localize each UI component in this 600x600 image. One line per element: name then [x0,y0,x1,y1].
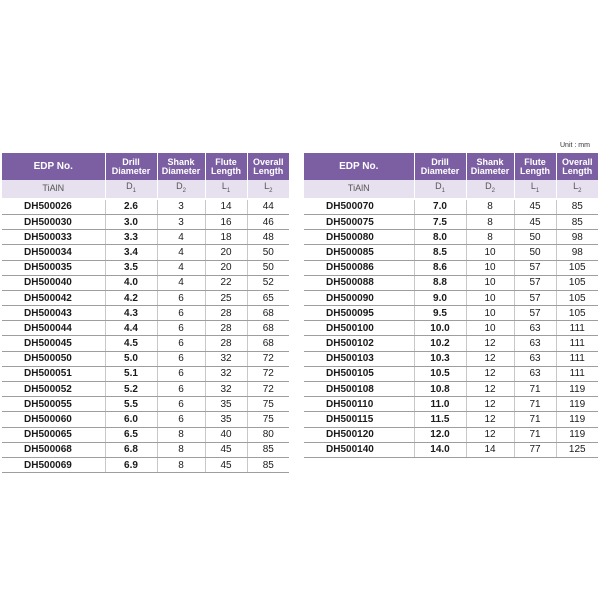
header-edp-no: EDP No. [304,153,414,180]
overall-length-cell: 119 [556,427,598,442]
flute-length-cell: 28 [205,321,247,336]
shank-diameter-cell: 6 [157,412,205,427]
edp-no-cell: DH500060 [2,412,105,427]
overall-length-cell: 98 [556,230,598,245]
overall-length-cell: 105 [556,290,598,305]
subheader-coating: TiAlN [304,180,414,198]
flute-length-cell: 25 [205,290,247,305]
flute-length-cell: 18 [205,230,247,245]
drill-diameter-cell: 12.0 [414,427,466,442]
drill-diameter-cell: 10.8 [414,382,466,397]
shank-diameter-cell: 10 [466,321,514,336]
shank-diameter-cell: 12 [466,366,514,381]
edp-no-cell: DH500100 [304,321,414,336]
shank-diameter-cell: 6 [157,366,205,381]
edp-no-cell: DH500055 [2,397,105,412]
shank-diameter-cell: 6 [157,351,205,366]
shank-diameter-cell: 8 [157,427,205,442]
flute-length-cell: 57 [514,290,556,305]
overall-length-cell: 65 [247,290,289,305]
overall-length-cell: 111 [556,321,598,336]
overall-length-cell: 68 [247,321,289,336]
overall-length-cell: 75 [247,412,289,427]
flute-length-cell: 63 [514,366,556,381]
subheader-d1: $D_1$ [105,180,157,198]
table-row [2,245,289,260]
table-row [2,366,289,381]
flute-length-cell: 63 [514,351,556,366]
table-row [2,382,289,397]
drill-diameter-cell: 8.8 [414,275,466,290]
overall-length-cell: 98 [556,245,598,260]
header-edp-no: EDP No. [2,153,105,180]
edp-no-cell: DH500090 [304,290,414,305]
table-row [2,336,289,351]
header-shank-diameter: Shank Diameter [157,153,205,180]
edp-no-cell: DH500070 [304,200,414,215]
drill-diameter-cell: 9.0 [414,290,466,305]
table-row [2,275,289,290]
overall-length-cell: 50 [247,245,289,260]
edp-no-cell: DH500050 [2,351,105,366]
overall-length-cell: 75 [247,397,289,412]
edp-no-cell: DH500065 [2,427,105,442]
unit-label: Unit : mm [560,142,590,149]
edp-no-cell: DH500110 [304,397,414,412]
edp-no-cell: DH500035 [2,260,105,275]
table-row [304,366,598,381]
edp-no-cell: DH500069 [2,457,105,472]
shank-diameter-cell: 10 [466,260,514,275]
drill-diameter-cell: 4.0 [105,275,157,290]
drill-diameter-cell: 6.9 [105,457,157,472]
table-row [304,382,598,397]
drill-diameter-cell: 4.4 [105,321,157,336]
shank-diameter-cell: 4 [157,260,205,275]
edp-no-cell: DH500042 [2,290,105,305]
edp-no-cell: DH500108 [304,382,414,397]
flute-length-cell: 22 [205,275,247,290]
edp-no-cell: DH500120 [304,427,414,442]
drill-diameter-cell: 8.5 [414,245,466,260]
shank-diameter-cell: 10 [466,290,514,305]
shank-diameter-cell: 6 [157,382,205,397]
edp-no-cell: DH500068 [2,442,105,457]
overall-length-cell: 119 [556,397,598,412]
header-flute-length: Flute Length [205,153,247,180]
subheader-d2: $D_2$ [466,180,514,198]
subheader-d2: $D_2$ [157,180,205,198]
edp-no-cell: DH500052 [2,382,105,397]
drill-diameter-cell: 4.2 [105,290,157,305]
flute-length-cell: 20 [205,245,247,260]
edp-no-cell: DH500075 [304,214,414,229]
subheader-l2: $L_2$ [556,180,598,198]
flute-length-cell: 57 [514,275,556,290]
overall-length-cell: 46 [247,214,289,229]
overall-length-cell: 44 [247,200,289,215]
edp-no-cell: DH500030 [2,214,105,229]
header-drill-diameter: Drill Diameter [414,153,466,180]
edp-no-cell: DH500034 [2,245,105,260]
table-row [304,200,598,215]
edp-no-cell: DH500026 [2,200,105,215]
overall-length-cell: 72 [247,351,289,366]
edp-no-cell: DH500080 [304,230,414,245]
table-row [304,214,598,229]
table-row [304,230,598,245]
table-row [304,336,598,351]
drill-diameter-cell: 6.5 [105,427,157,442]
edp-no-cell: DH500044 [2,321,105,336]
edp-no-cell: DH500086 [304,260,414,275]
drill-diameter-cell: 11.0 [414,397,466,412]
table-row [2,290,289,305]
drill-diameter-cell: 10.2 [414,336,466,351]
overall-length-cell: 119 [556,412,598,427]
overall-length-cell: 68 [247,336,289,351]
shank-diameter-cell: 8 [157,457,205,472]
overall-length-cell: 72 [247,382,289,397]
drill-diameter-cell: 3.3 [105,230,157,245]
edp-no-cell: DH500140 [304,442,414,457]
shank-diameter-cell: 8 [466,214,514,229]
drill-diameter-cell: 2.6 [105,200,157,215]
table-row [2,260,289,275]
table-row [2,442,289,457]
table-row [2,200,289,215]
flute-length-cell: 40 [205,427,247,442]
table-row [2,306,289,321]
flute-length-cell: 45 [514,200,556,215]
drill-diameter-cell: 7.5 [414,214,466,229]
flute-length-cell: 35 [205,397,247,412]
table-row [304,427,598,442]
table-row [304,351,598,366]
header-overall-length: Overall Length [247,153,289,180]
shank-diameter-cell: 4 [157,275,205,290]
flute-length-cell: 28 [205,336,247,351]
shank-diameter-cell: 12 [466,336,514,351]
drill-diameter-cell: 9.5 [414,306,466,321]
header-overall-length: Overall Length [556,153,598,180]
edp-no-cell: DH500095 [304,306,414,321]
overall-length-cell: 105 [556,260,598,275]
drill-diameter-cell: 3.4 [105,245,157,260]
shank-diameter-cell: 3 [157,200,205,215]
shank-diameter-cell: 4 [157,245,205,260]
table-row [304,275,598,290]
flute-length-cell: 63 [514,336,556,351]
overall-length-cell: 85 [556,200,598,215]
shank-diameter-cell: 6 [157,336,205,351]
shank-diameter-cell: 6 [157,397,205,412]
flute-length-cell: 32 [205,351,247,366]
flute-length-cell: 45 [514,214,556,229]
edp-no-cell: DH500051 [2,366,105,381]
shank-diameter-cell: 12 [466,382,514,397]
flute-length-cell: 50 [514,245,556,260]
table-row [304,321,598,336]
flute-length-cell: 45 [205,442,247,457]
shank-diameter-cell: 6 [157,306,205,321]
edp-no-cell: DH500045 [2,336,105,351]
subheader-d1: $D_1$ [414,180,466,198]
flute-length-cell: 35 [205,412,247,427]
header-drill-diameter: Drill Diameter [105,153,157,180]
overall-length-cell: 125 [556,442,598,457]
shank-diameter-cell: 6 [157,290,205,305]
edp-no-cell: DH500085 [304,245,414,260]
shank-diameter-cell: 10 [466,275,514,290]
edp-no-cell: DH500040 [2,275,105,290]
table-row [2,457,289,472]
edp-no-cell: DH500103 [304,351,414,366]
shank-diameter-cell: 12 [466,397,514,412]
drill-diameter-cell: 3.5 [105,260,157,275]
drill-diameter-cell: 10.0 [414,321,466,336]
drill-diameter-cell: 10.5 [414,366,466,381]
drill-diameter-cell: 6.8 [105,442,157,457]
overall-length-cell: 85 [247,442,289,457]
overall-length-cell: 111 [556,351,598,366]
table-row [2,397,289,412]
drill-spec-table-left [2,153,289,473]
drill-diameter-cell: 5.0 [105,351,157,366]
header-shank-diameter: Shank Diameter [466,153,514,180]
table-row [304,260,598,275]
overall-length-cell: 119 [556,382,598,397]
edp-no-cell: DH500043 [2,306,105,321]
table-row [304,442,598,457]
drill-diameter-cell: 11.5 [414,412,466,427]
overall-length-cell: 52 [247,275,289,290]
subheader-coating: TiAlN [2,180,105,198]
table-row [2,427,289,442]
overall-length-cell: 85 [247,457,289,472]
flute-length-cell: 57 [514,260,556,275]
shank-diameter-cell: 8 [466,200,514,215]
shank-diameter-cell: 8 [466,230,514,245]
subheader-l1: $L_1$ [514,180,556,198]
drill-diameter-cell: 8.6 [414,260,466,275]
shank-diameter-cell: 12 [466,412,514,427]
overall-length-cell: 48 [247,230,289,245]
shank-diameter-cell: 14 [466,442,514,457]
table-row [2,321,289,336]
shank-diameter-cell: 8 [157,442,205,457]
flute-length-cell: 28 [205,306,247,321]
drill-diameter-cell: 8.0 [414,230,466,245]
edp-no-cell: DH500088 [304,275,414,290]
flute-length-cell: 14 [205,200,247,215]
drill-diameter-cell: 4.5 [105,336,157,351]
overall-length-cell: 111 [556,336,598,351]
overall-length-cell: 105 [556,275,598,290]
table-row [2,351,289,366]
drill-diameter-cell: 5.2 [105,382,157,397]
table-row [2,214,289,229]
drill-diameter-cell: 5.1 [105,366,157,381]
overall-length-cell: 68 [247,306,289,321]
table-row [304,397,598,412]
overall-length-cell: 105 [556,306,598,321]
drill-diameter-cell: 14.0 [414,442,466,457]
flute-length-cell: 77 [514,442,556,457]
edp-no-cell: DH500115 [304,412,414,427]
flute-length-cell: 71 [514,382,556,397]
subheader-l2: $L_2$ [247,180,289,198]
drill-diameter-cell: 10.3 [414,351,466,366]
drill-diameter-cell: 4.3 [105,306,157,321]
table-row [2,412,289,427]
overall-length-cell: 111 [556,366,598,381]
header-flute-length: Flute Length [514,153,556,180]
table-row [304,290,598,305]
edp-no-cell: DH500033 [2,230,105,245]
flute-length-cell: 63 [514,321,556,336]
flute-length-cell: 50 [514,230,556,245]
flute-length-cell: 57 [514,306,556,321]
shank-diameter-cell: 10 [466,306,514,321]
overall-length-cell: 85 [556,214,598,229]
overall-length-cell: 80 [247,427,289,442]
flute-length-cell: 20 [205,260,247,275]
flute-length-cell: 71 [514,427,556,442]
table-row [304,412,598,427]
drill-diameter-cell: 5.5 [105,397,157,412]
drill-diameter-cell: 7.0 [414,200,466,215]
table-row [304,245,598,260]
shank-diameter-cell: 10 [466,245,514,260]
table-row [2,230,289,245]
shank-diameter-cell: 4 [157,230,205,245]
flute-length-cell: 71 [514,397,556,412]
table-row [304,306,598,321]
flute-length-cell: 71 [514,412,556,427]
overall-length-cell: 72 [247,366,289,381]
flute-length-cell: 45 [205,457,247,472]
shank-diameter-cell: 12 [466,351,514,366]
flute-length-cell: 32 [205,382,247,397]
shank-diameter-cell: 12 [466,427,514,442]
drill-diameter-cell: 3.0 [105,214,157,229]
overall-length-cell: 50 [247,260,289,275]
shank-diameter-cell: 3 [157,214,205,229]
flute-length-cell: 32 [205,366,247,381]
edp-no-cell: DH500102 [304,336,414,351]
drill-diameter-cell: 6.0 [105,412,157,427]
drill-spec-table-right [304,153,598,458]
subheader-l1: $L_1$ [205,180,247,198]
flute-length-cell: 16 [205,214,247,229]
edp-no-cell: DH500105 [304,366,414,381]
shank-diameter-cell: 6 [157,321,205,336]
